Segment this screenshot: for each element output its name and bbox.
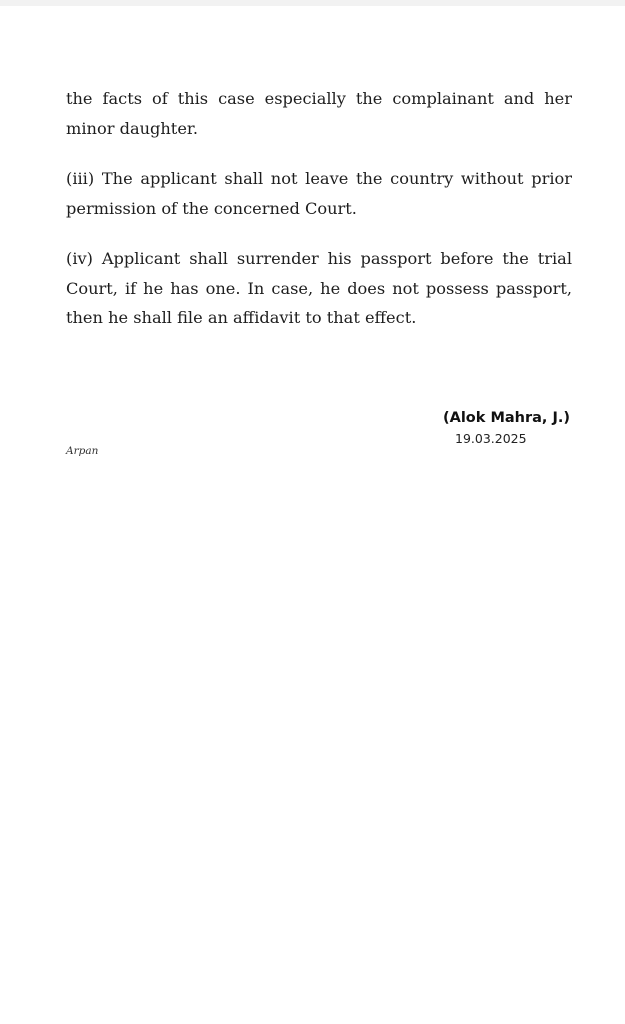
paragraph-line: the facts of this case especially the complainant and her — [66, 89, 572, 108]
judge-name: (Alok Mahra, J.) — [442, 410, 570, 426]
paragraph-line: then he shall file an affidavit to that effect. — [66, 308, 417, 327]
document-page — [0, 6, 625, 1024]
paragraph-condition-iv — [66, 244, 572, 333]
typist-initials: Arpan — [66, 445, 99, 457]
paragraph-line: Court, if he has one. In case, he does not possess passport, — [66, 278, 572, 298]
paragraph-line: (iii) The applicant shall not leave the country without prior — [66, 169, 572, 188]
paragraph-condition-iii — [66, 164, 572, 223]
paragraph-line: permission of the concerned Court. — [66, 198, 357, 218]
order-date: 19.03.2025 — [455, 431, 527, 446]
paragraph-facts — [66, 84, 572, 143]
paragraph-line: (iv) Applicant shall surrender his passport before the trial — [66, 249, 572, 268]
paragraph-line: minor daughter. — [66, 118, 198, 138]
